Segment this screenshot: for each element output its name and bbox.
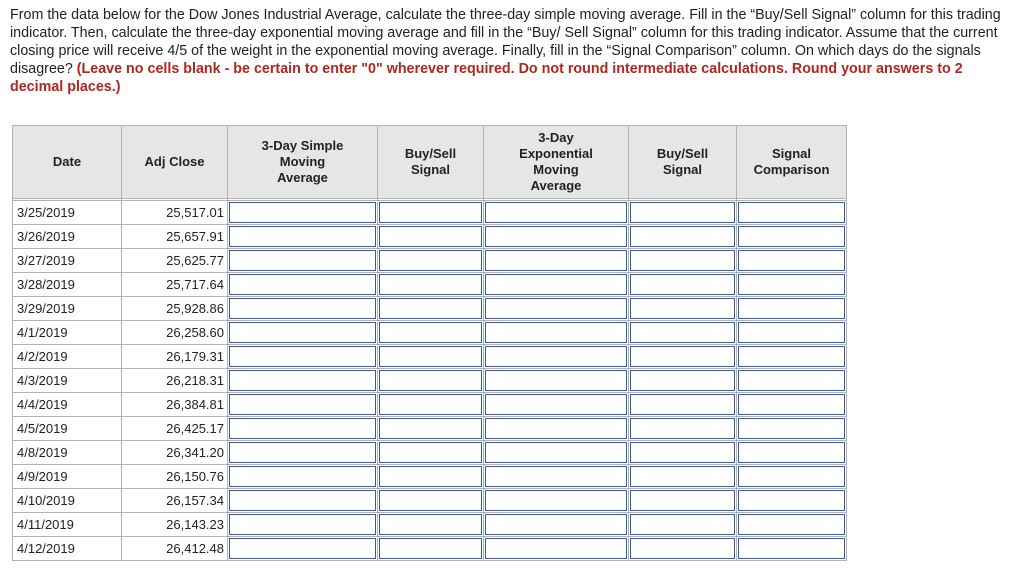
signal-ema-input-cell[interactable] — [629, 441, 737, 465]
table-row — [13, 369, 847, 393]
signal-sma-input[interactable] — [379, 418, 482, 439]
ema-input[interactable] — [485, 322, 627, 343]
signal-ema-input[interactable] — [630, 538, 735, 559]
signal-ema-input[interactable] — [630, 202, 735, 223]
signal-ema-input[interactable] — [630, 346, 735, 367]
ema-input-cell[interactable] — [484, 417, 629, 441]
signal-ema-input[interactable] — [630, 514, 735, 535]
signal-comparison-input-cell[interactable] — [737, 537, 847, 561]
signal-sma-input[interactable] — [379, 538, 482, 559]
date-cell: 4/11/2019 — [13, 513, 122, 537]
sma-input-cell[interactable] — [228, 321, 378, 345]
ema-input-cell[interactable] — [484, 201, 629, 225]
signal-sma-input-cell[interactable] — [378, 369, 484, 393]
ema-input[interactable] — [485, 370, 627, 391]
signal-ema-input-cell[interactable] — [629, 393, 737, 417]
sma-input[interactable] — [229, 394, 376, 415]
sma-input[interactable] — [229, 418, 376, 439]
adj-close-value: 25,657.91 — [166, 229, 224, 244]
signal-sma-input-cell[interactable] — [378, 225, 484, 249]
adj-close-cell — [122, 513, 228, 537]
adj-close-value: 26,157.34 — [166, 493, 224, 508]
ema-input[interactable] — [485, 394, 627, 415]
table-row — [13, 297, 847, 321]
signal-comparison-input[interactable] — [738, 250, 845, 271]
signal-sma-input-cell[interactable] — [378, 441, 484, 465]
signal-comparison-input-cell[interactable] — [737, 393, 847, 417]
signal-sma-input-cell[interactable] — [378, 417, 484, 441]
ema-input-cell[interactable] — [484, 345, 629, 369]
ema-input[interactable] — [485, 202, 627, 223]
header-signal-ema: Buy/Sell Signal — [629, 126, 737, 199]
adj-close-value: 26,258.60 — [166, 325, 224, 340]
signal-sma-input[interactable] — [379, 490, 482, 511]
signal-ema-input[interactable] — [630, 322, 735, 343]
signal-ema-input[interactable] — [630, 466, 735, 487]
signal-comparison-input[interactable] — [738, 322, 845, 343]
signal-sma-input-cell[interactable] — [378, 201, 484, 225]
header-adj-close: Adj Close — [122, 126, 228, 199]
header-date: Date — [13, 126, 122, 199]
ema-input[interactable] — [485, 250, 627, 271]
adj-close-cell — [122, 201, 228, 225]
signal-comparison-input[interactable] — [738, 226, 845, 247]
ema-input[interactable] — [485, 226, 627, 247]
ema-input-cell[interactable] — [484, 225, 629, 249]
signal-comparison-input[interactable] — [738, 538, 845, 559]
ema-input[interactable] — [485, 346, 627, 367]
signal-ema-input[interactable] — [630, 370, 735, 391]
sma-input[interactable] — [229, 442, 376, 463]
signal-comparison-input-cell[interactable] — [737, 297, 847, 321]
adj-close-value: 25,517.01 — [166, 205, 224, 220]
table-row — [13, 489, 847, 513]
sma-input[interactable] — [229, 274, 376, 295]
signal-ema-input[interactable] — [630, 418, 735, 439]
table-row — [13, 513, 847, 537]
header-sma: 3-Day Simple Moving Average — [228, 126, 378, 199]
adj-close-value: 25,717.64 — [166, 277, 224, 292]
ema-input[interactable] — [485, 418, 627, 439]
ema-input-cell[interactable] — [484, 321, 629, 345]
sma-input[interactable] — [229, 346, 376, 367]
signal-comparison-input-cell[interactable] — [737, 273, 847, 297]
sma-input-cell[interactable] — [228, 513, 378, 537]
date-cell: 4/4/2019 — [13, 393, 122, 417]
sma-input-cell[interactable] — [228, 417, 378, 441]
signal-sma-input-cell[interactable] — [378, 297, 484, 321]
signal-sma-input[interactable] — [379, 442, 482, 463]
ema-input-cell[interactable] — [484, 441, 629, 465]
adj-close-cell — [122, 273, 228, 297]
signal-sma-input-cell[interactable] — [378, 273, 484, 297]
signal-sma-input[interactable] — [379, 226, 482, 247]
header-row — [13, 126, 847, 199]
adj-close-value: 26,384.81 — [166, 397, 224, 412]
adj-close-value: 25,625.77 — [166, 253, 224, 268]
signal-ema-input-cell[interactable] — [629, 369, 737, 393]
adj-close-cell — [122, 249, 228, 273]
table-row — [13, 441, 847, 465]
sma-input-cell[interactable] — [228, 345, 378, 369]
signal-comparison-input[interactable] — [738, 346, 845, 367]
sma-input-cell[interactable] — [228, 249, 378, 273]
sma-input-cell[interactable] — [228, 537, 378, 561]
signal-ema-input-cell[interactable] — [629, 345, 737, 369]
table-row — [13, 201, 847, 225]
signal-ema-input[interactable] — [630, 226, 735, 247]
date-cell: 3/27/2019 — [13, 249, 122, 273]
date-cell: 3/29/2019 — [13, 297, 122, 321]
signal-ema-input-cell[interactable] — [629, 417, 737, 441]
header-signal-sma: Buy/Sell Signal — [378, 126, 484, 199]
signal-ema-input[interactable] — [630, 298, 735, 319]
adj-close-cell — [122, 369, 228, 393]
signal-comparison-input-cell[interactable] — [737, 441, 847, 465]
signal-ema-input[interactable] — [630, 490, 735, 511]
date-cell: 4/12/2019 — [13, 537, 122, 561]
signal-ema-input-cell[interactable] — [629, 513, 737, 537]
table-row — [13, 345, 847, 369]
table-row — [13, 465, 847, 489]
sma-input[interactable] — [229, 322, 376, 343]
adj-close-cell — [122, 489, 228, 513]
ema-input-cell[interactable] — [484, 369, 629, 393]
adj-close-value: 26,179.31 — [166, 349, 224, 364]
signal-sma-input[interactable] — [379, 514, 482, 535]
adj-close-cell — [122, 537, 228, 561]
question-instructions: (Leave no cells blank - be certain to enter "0" wherever required. Do not round intermediate calculations. Round your answers to 2 decimal places.) — [10, 61, 963, 95]
date-cell: 3/25/2019 — [13, 201, 122, 225]
date-cell: 4/5/2019 — [13, 417, 122, 441]
signal-sma-input-cell[interactable] — [378, 489, 484, 513]
ema-input[interactable] — [485, 466, 627, 487]
sma-input-cell[interactable] — [228, 225, 378, 249]
signal-comparison-input-cell[interactable] — [737, 465, 847, 489]
signal-comparison-input-cell[interactable] — [737, 369, 847, 393]
adj-close-cell — [122, 393, 228, 417]
sma-input[interactable] — [229, 514, 376, 535]
signal-sma-input[interactable] — [379, 394, 482, 415]
sma-input[interactable] — [229, 370, 376, 391]
signal-sma-input-cell[interactable] — [378, 345, 484, 369]
sma-input-cell[interactable] — [228, 273, 378, 297]
signal-sma-input-cell[interactable] — [378, 465, 484, 489]
signal-sma-input-cell[interactable] — [378, 537, 484, 561]
date-cell: 4/3/2019 — [13, 369, 122, 393]
sma-input-cell[interactable] — [228, 201, 378, 225]
sma-input-cell[interactable] — [228, 393, 378, 417]
signal-ema-input-cell[interactable] — [629, 321, 737, 345]
date-cell: 4/1/2019 — [13, 321, 122, 345]
data-table — [12, 125, 847, 561]
table-row — [13, 273, 847, 297]
table-row — [13, 321, 847, 345]
signal-comparison-input[interactable] — [738, 202, 845, 223]
sma-input[interactable] — [229, 298, 376, 319]
adj-close-cell — [122, 225, 228, 249]
ema-input[interactable] — [485, 298, 627, 319]
signal-comparison-input-cell[interactable] — [737, 417, 847, 441]
date-cell: 4/2/2019 — [13, 345, 122, 369]
adj-close-value: 26,150.76 — [166, 469, 224, 484]
ema-input-cell[interactable] — [484, 249, 629, 273]
adj-close-value: 25,928.86 — [166, 301, 224, 316]
adj-close-cell — [122, 417, 228, 441]
signal-comparison-input-cell[interactable] — [737, 249, 847, 273]
date-cell: 4/8/2019 — [13, 441, 122, 465]
signal-comparison-input-cell[interactable] — [737, 321, 847, 345]
ema-input-cell[interactable] — [484, 465, 629, 489]
signal-comparison-input-cell[interactable] — [737, 489, 847, 513]
ema-input-cell[interactable] — [484, 513, 629, 537]
table-row — [13, 417, 847, 441]
adj-close-value: 26,218.31 — [166, 373, 224, 388]
header-signal-comparison: Signal Comparison — [737, 126, 847, 199]
table-row — [13, 225, 847, 249]
signal-comparison-input-cell[interactable] — [737, 345, 847, 369]
sma-input[interactable] — [229, 250, 376, 271]
signal-ema-input[interactable] — [630, 394, 735, 415]
adj-close-value: 26,425.17 — [166, 421, 224, 436]
signal-ema-input[interactable] — [630, 442, 735, 463]
date-cell: 3/28/2019 — [13, 273, 122, 297]
signal-comparison-input[interactable] — [738, 298, 845, 319]
signal-comparison-input[interactable] — [738, 370, 845, 391]
ema-input-cell[interactable] — [484, 393, 629, 417]
signal-comparison-input-cell[interactable] — [737, 201, 847, 225]
ema-input-cell[interactable] — [484, 489, 629, 513]
adj-close-cell — [122, 441, 228, 465]
signal-ema-input-cell[interactable] — [629, 537, 737, 561]
ema-input[interactable] — [485, 514, 627, 535]
signal-sma-input-cell[interactable] — [378, 249, 484, 273]
signal-sma-input[interactable] — [379, 202, 482, 223]
signal-ema-input-cell[interactable] — [629, 249, 737, 273]
adj-close-value: 26,143.23 — [166, 517, 224, 532]
signal-comparison-input[interactable] — [738, 274, 845, 295]
signal-sma-input[interactable] — [379, 346, 482, 367]
adj-close-cell — [122, 297, 228, 321]
signal-comparison-input-cell[interactable] — [737, 513, 847, 537]
ema-input[interactable] — [485, 538, 627, 559]
table-row — [13, 537, 847, 561]
ema-input-cell[interactable] — [484, 297, 629, 321]
date-cell: 4/10/2019 — [13, 489, 122, 513]
signal-ema-input-cell[interactable] — [629, 297, 737, 321]
signal-ema-input[interactable] — [630, 250, 735, 271]
ema-input-cell[interactable] — [484, 537, 629, 561]
signal-ema-input-cell[interactable] — [629, 465, 737, 489]
table-row — [13, 393, 847, 417]
date-cell: 4/9/2019 — [13, 465, 122, 489]
signal-ema-input-cell[interactable] — [629, 201, 737, 225]
signal-comparison-input[interactable] — [738, 394, 845, 415]
sma-input[interactable] — [229, 538, 376, 559]
ema-input-cell[interactable] — [484, 273, 629, 297]
signal-comparison-input[interactable] — [738, 466, 845, 487]
signal-sma-input[interactable] — [379, 322, 482, 343]
signal-ema-input-cell[interactable] — [629, 225, 737, 249]
sma-input[interactable] — [229, 490, 376, 511]
signal-comparison-input[interactable] — [738, 418, 845, 439]
signal-ema-input-cell[interactable] — [629, 489, 737, 513]
sma-input[interactable] — [229, 202, 376, 223]
ema-input[interactable] — [485, 274, 627, 295]
signal-comparison-input[interactable] — [738, 514, 845, 535]
adj-close-cell — [122, 465, 228, 489]
ema-input[interactable] — [485, 442, 627, 463]
signal-ema-input[interactable] — [630, 274, 735, 295]
sma-input-cell[interactable] — [228, 369, 378, 393]
signal-sma-input[interactable] — [379, 274, 482, 295]
signal-sma-input-cell[interactable] — [378, 321, 484, 345]
sma-input[interactable] — [229, 226, 376, 247]
signal-sma-input[interactable] — [379, 298, 482, 319]
signal-sma-input[interactable] — [379, 250, 482, 271]
signal-sma-input-cell[interactable] — [378, 393, 484, 417]
signal-sma-input-cell[interactable] — [378, 513, 484, 537]
adj-close-cell — [122, 321, 228, 345]
date-cell: 3/26/2019 — [13, 225, 122, 249]
question-body: From the data below for the Dow Jones Industrial Average, calculate the three-day simple moving average. Fill in the “Buy/Sell Signal” column for this trading indicator. Then, calculate the three-day exponential moving average and fill in the “Buy/ Sell Signal” column for this trading indicator. Assume that the current closing price will receive 4/5 of the weight in the exponential moving average. Finally, fill in the “Signal Comparison” column. On which days do the signals disagree? — [10, 7, 1001, 77]
header-ema: 3-Day Exponential Moving Average — [484, 126, 629, 199]
sma-input-cell[interactable] — [228, 489, 378, 513]
adj-close-value: 26,412.48 — [166, 541, 224, 556]
adj-close-cell — [122, 345, 228, 369]
sma-input-cell[interactable] — [228, 465, 378, 489]
table-body — [13, 201, 847, 561]
sma-input[interactable] — [229, 466, 376, 487]
adj-close-value: 26,341.20 — [166, 445, 224, 460]
signal-ema-input-cell[interactable] — [629, 273, 737, 297]
sma-input-cell[interactable] — [228, 441, 378, 465]
table-row — [13, 249, 847, 273]
sma-input-cell[interactable] — [228, 297, 378, 321]
signal-sma-input[interactable] — [379, 370, 482, 391]
signal-comparison-input[interactable] — [738, 442, 845, 463]
signal-sma-input[interactable] — [379, 466, 482, 487]
signal-comparison-input[interactable] — [738, 490, 845, 511]
signal-comparison-input-cell[interactable] — [737, 225, 847, 249]
question-text — [10, 6, 1018, 96]
ema-input[interactable] — [485, 490, 627, 511]
